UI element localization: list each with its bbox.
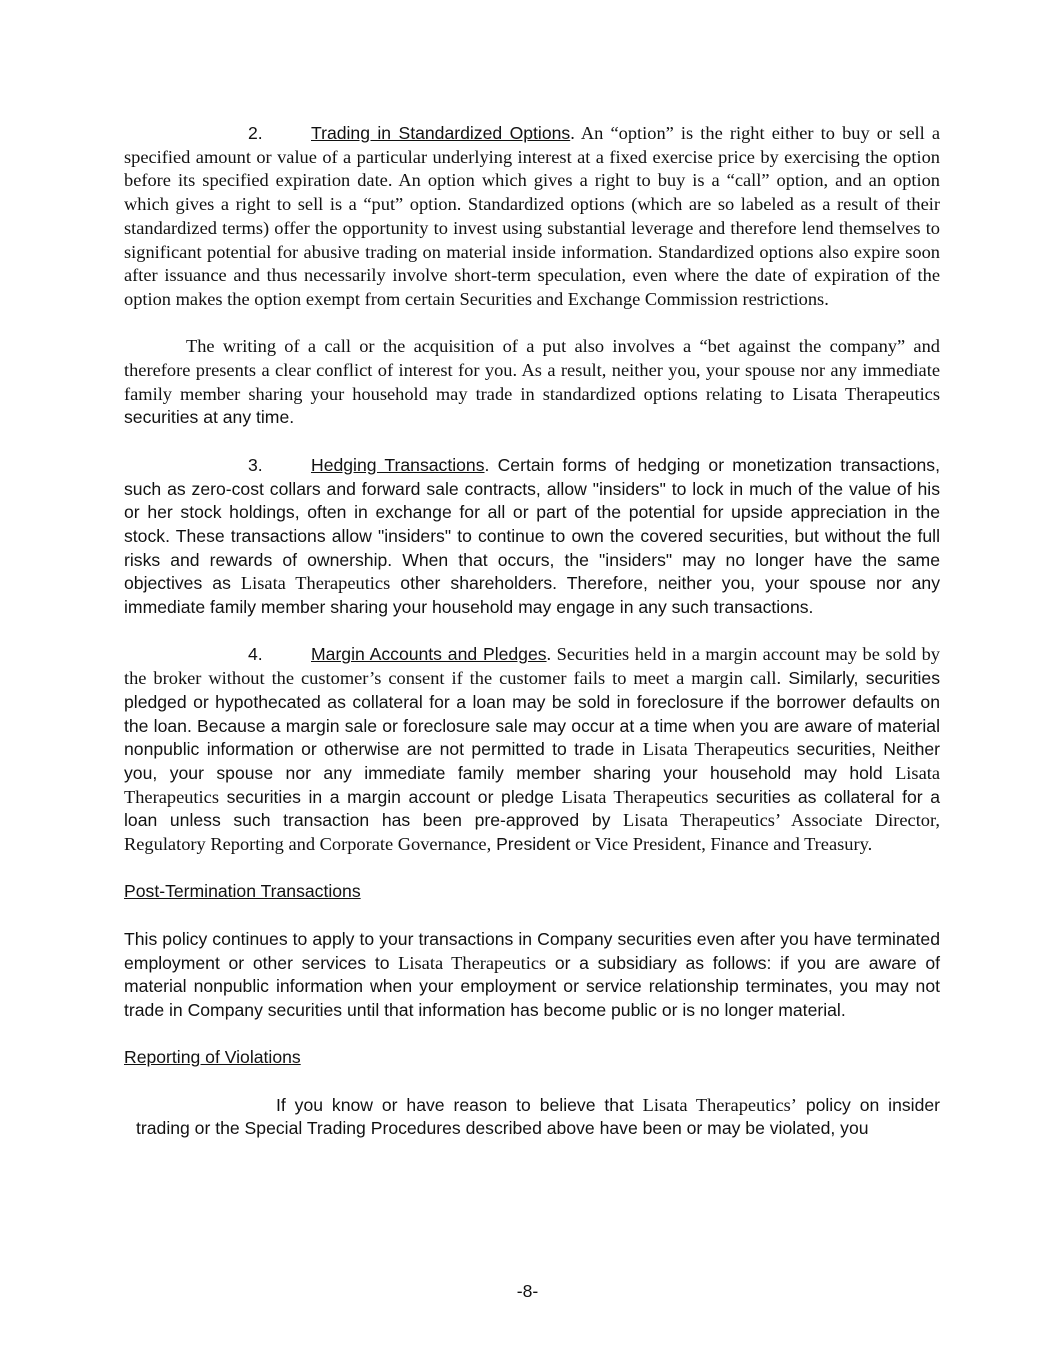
section-4-paragraph — [124, 643, 940, 856]
section-4-company-2: Lisata Therapeutics — [124, 762, 940, 807]
section-4-part2: Similarly, securities pledged or hypothecated as collateral for a loan may be sold in foreclosure if the borrower defaults on the loan. Because a margin sale or foreclosure sale may occur at a time when you are aware of material nonpublic information or otherwise are not permitted to trade in — [124, 668, 941, 760]
post-termination-body-after: or a subsidiary as follows: if you are aware of material nonpublic information when your employment or service relationship terminates, you may not trade in Company securities until that information has become public or is no longer material. — [124, 952, 940, 1020]
section-3-company: Lisata Therapeutics — [240, 573, 391, 594]
section-2-number: 2. — [248, 123, 263, 143]
post-termination-company: Lisata Therapeutics — [398, 952, 547, 973]
section-2-body: . An “option” is the right either to buy or sell a specified amount or value of a particular underlying interest at a fixed exercise price by exercising the option before its specified expiration date. An option which gives a right to buy is a “call” option, and an option which gives a right to sell is a “put” option. Standardized options (which are so labeled as a result of their standardized terms) offer the opportunity to invest using substantial leverage and therefore lend themselves to significant potential for abusive trading on material inside information. Standardized options also expire soon after issuance and thus necessarily involve short-term speculation, even where the date of expiration of the option makes the option exempt from certain Securities and Exchange Commission restrictions. — [124, 123, 940, 309]
section-4-approvers: Lisata Therapeutics’ Associate Director, Regulatory Reporting and Corporate Governance, — [124, 810, 940, 855]
section-2-title: Trading in Standardized Options — [311, 123, 571, 143]
section-3-body-before: . Certain forms of hedging or monetization transactions, such as zero-cost collars and forward sale contracts, allow "insiders" to lock in much of the value of his or her stock holdings, often in exchange for all or part of the potential for upside appreciation in the stock. These transactions allow "insiders" to continue to own the covered securities, but without the full risks and rewards of ownership. When that occurs, the "insiders" may no longer have the same objectives as — [124, 454, 940, 594]
section-2b-body-after: securities at any time. — [124, 407, 295, 428]
section-4-part1: . Securities held in a margin account may be sold by the broker without the customer’s consent if the customer fails to meet a margin call. — [124, 644, 940, 689]
reporting-paragraph — [136, 1094, 940, 1141]
reporting-body-before: If you know or have reason to believe that — [276, 1094, 643, 1115]
section-4-part6: President — [491, 834, 571, 855]
section-4-company-3: Lisata Therapeutics — [561, 786, 709, 807]
post-termination-heading: Post-Termination Transactions — [124, 881, 361, 902]
section-4-title: Margin Accounts and Pledges — [311, 644, 547, 665]
section-2b-body-before: The writing of a call or the acquisition of a put also involves a “bet against the company” and therefore presents a clear conflict of interest for you. As a result, neither you, your spouse nor any immediate family member sharing your household may trade in standardized options relating to — [124, 336, 940, 404]
section-4-company-1: Lisata Therapeutics — [642, 739, 790, 760]
section-3-title: Hedging Transactions — [311, 454, 485, 475]
reporting-body-after: policy on insider trading or the Special Trading Procedures described above have been or may be violated, you — [136, 1094, 940, 1139]
section-3-body-after: other shareholders. Therefore, neither you, your spouse nor any immediate family member sharing your household may engage in any such transactions. — [124, 573, 940, 618]
section-2b-paragraph — [124, 335, 940, 430]
section-4-part5: securities as collateral for a loan unless such transaction has been pre-approved by — [124, 786, 940, 831]
section-3-paragraph — [124, 454, 940, 620]
post-termination-paragraph — [124, 928, 940, 1023]
section-4-part4: securities in a margin account or pledge — [218, 786, 562, 807]
post-termination-body-before: This policy continues to apply to your transactions in Company securities even after you have terminated employment or other services to — [124, 928, 940, 973]
section-3-number: 3. — [248, 454, 263, 475]
page-number: -8- — [516, 1281, 539, 1301]
section-4-tail: or Vice President, Finance and Treasury. — [570, 834, 873, 855]
reporting-heading: Reporting of Violations — [124, 1047, 301, 1068]
section-4-number: 4. — [248, 644, 263, 665]
document-page — [124, 122, 940, 1141]
reporting-company: Lisata Therapeutics’ — [642, 1094, 797, 1115]
section-2b-company: Lisata Therapeutics — [792, 383, 940, 404]
section-2-paragraph — [124, 122, 940, 312]
section-4-part3: securities, Neither you, your spouse nor any immediate family member sharing your household may hold — [124, 739, 940, 783]
